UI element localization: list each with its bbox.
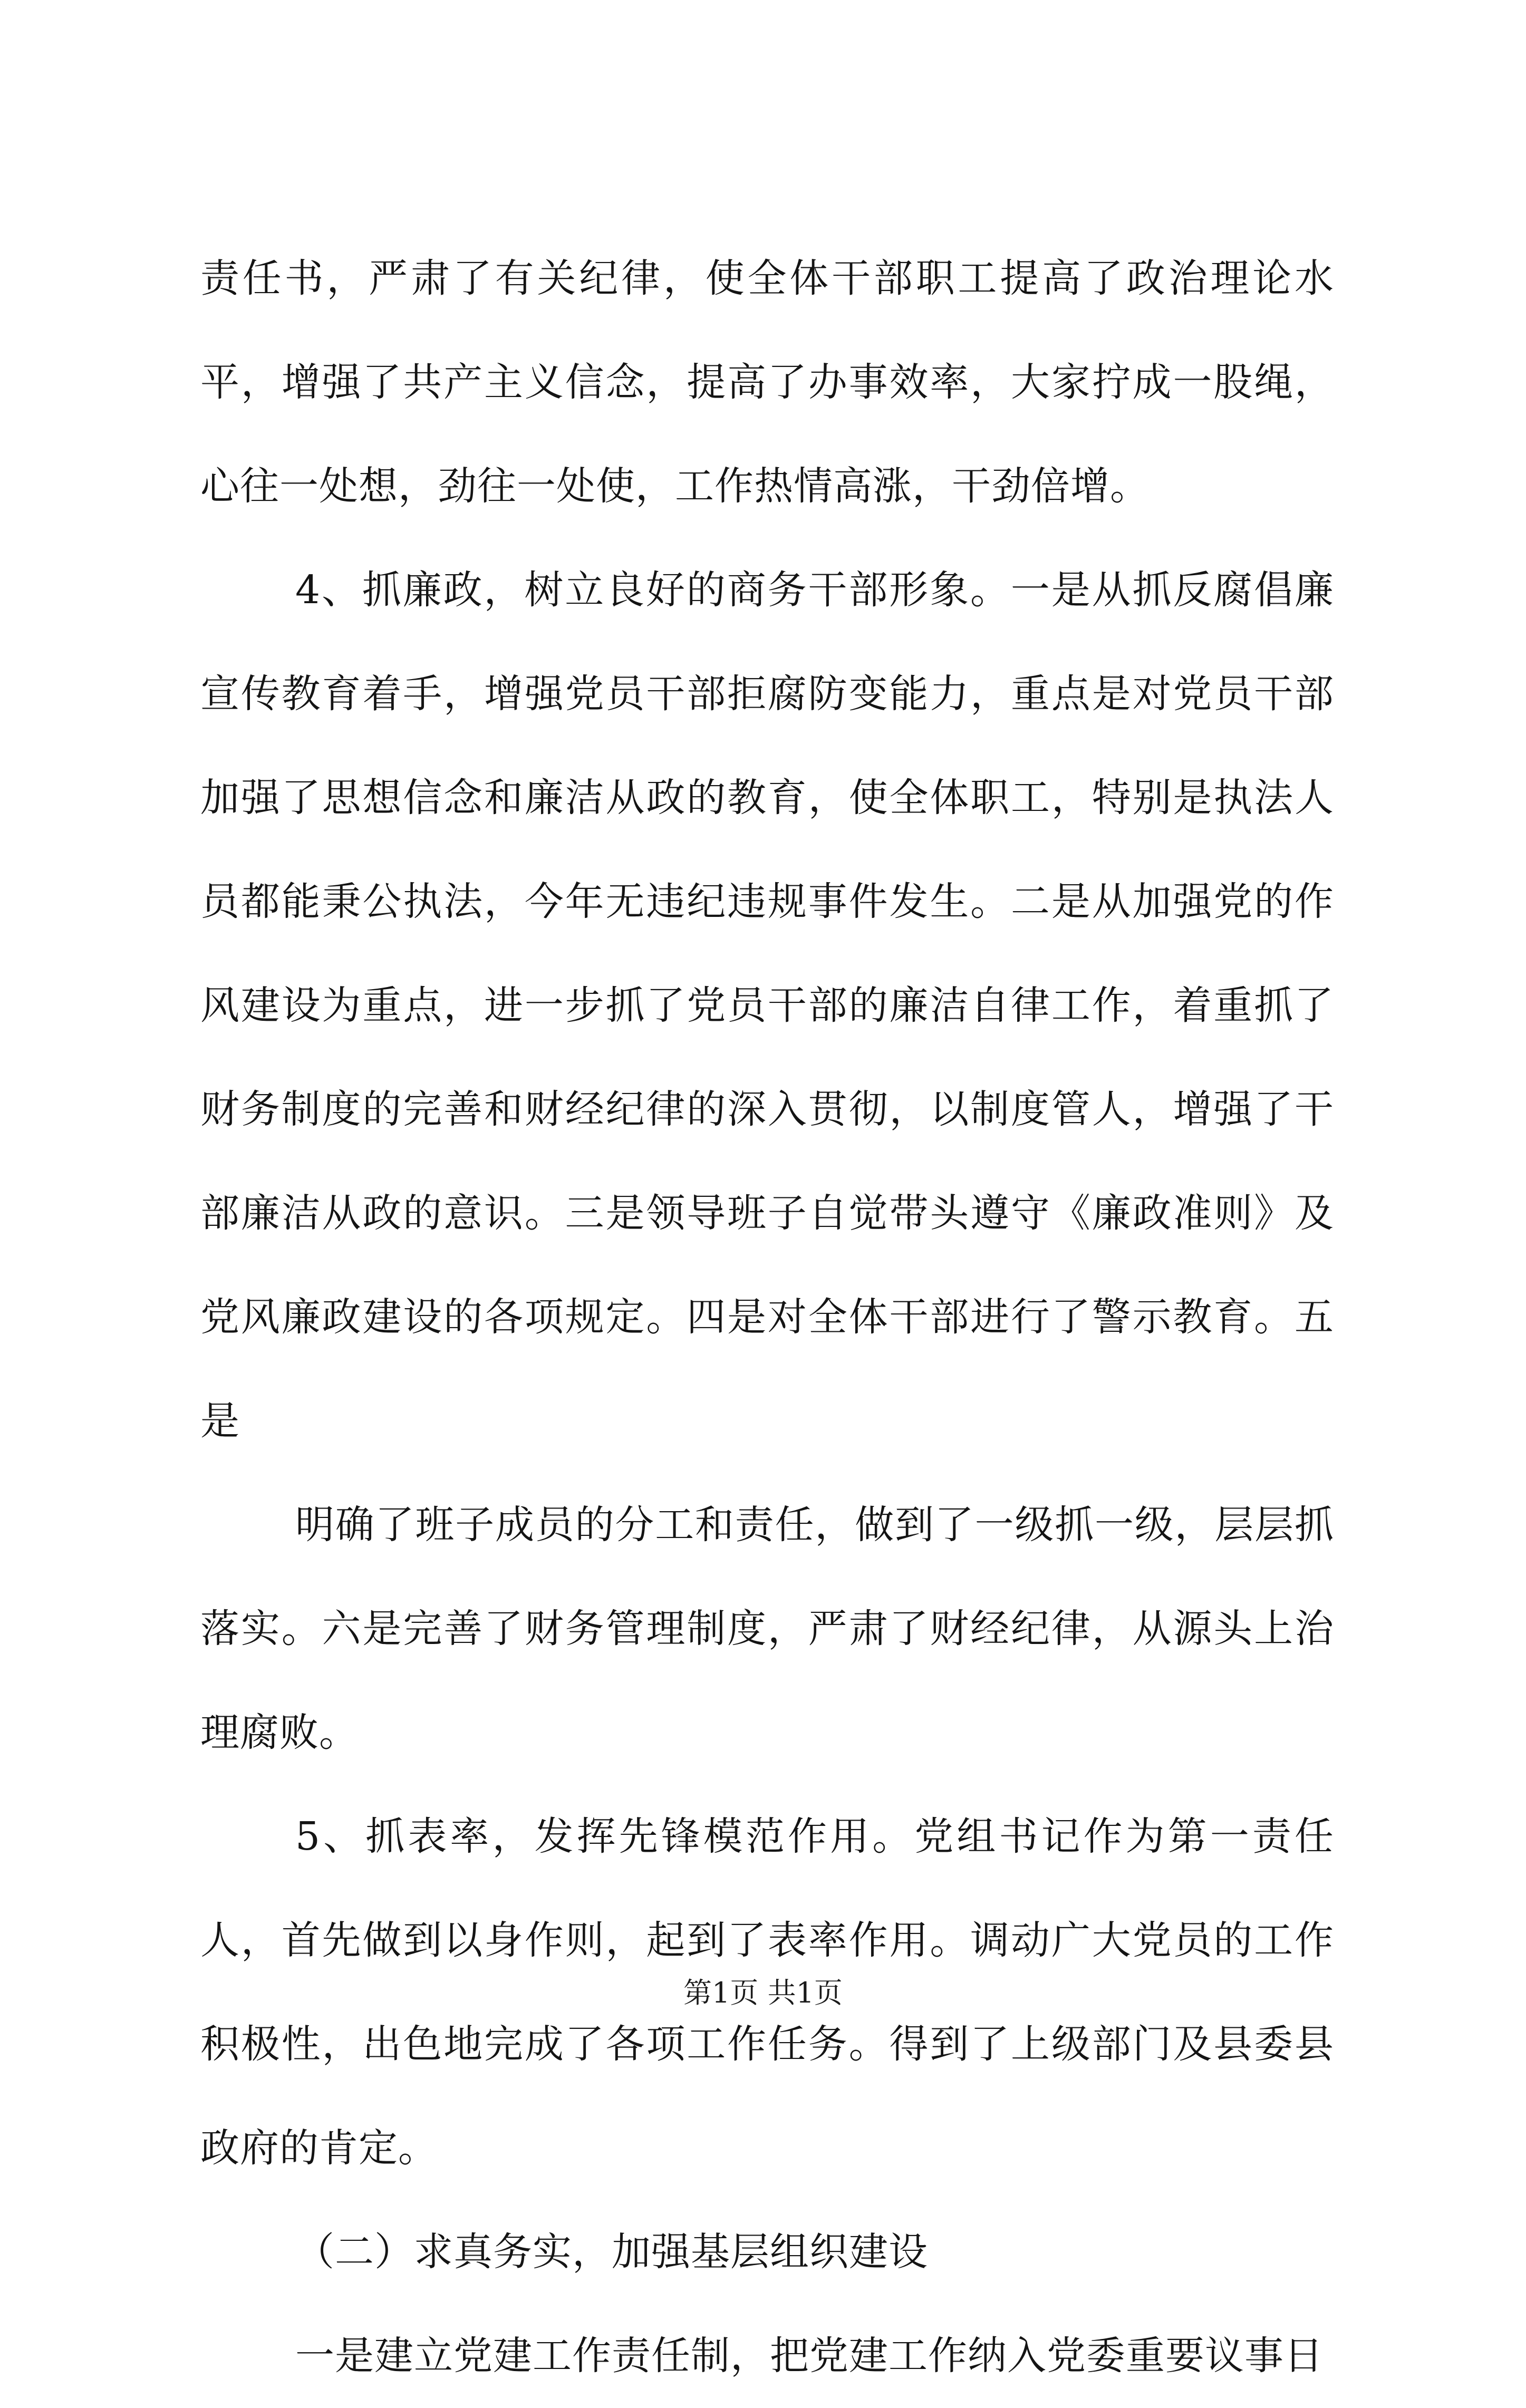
- section-heading: （二）求真务实，加强基层组织建设: [295, 2229, 928, 2275]
- paragraph-item-5: 5、抓表率，发挥先锋模范作用。党组书记作为第一责任人，首先做到以身作则，起到了表率作用。调动广大党员的工作积极性，出色地完成了各项工作任务。得到了上级部门及县委县政府的肯定。: [200, 1814, 1334, 2171]
- page-footer: 第1页 共1页: [683, 1976, 843, 2009]
- paragraph-section-start: 一是建立党建工作责任制，把党建工作纳入党委重要议事日: [295, 2333, 1324, 2378]
- paragraph-item-4: 4、抓廉政，树立良好的商务干部形象。一是从抓反腐倡廉宣传教育着手，增强党员干部拒腐防变能力，重点是对党员干部加强了思想信念和廉洁从政的教育，使全体职工，特别是执法人员都能秉公执法，今年无违纪违规事件发生。二是从加强党的作风建设为重点，进一步抓了党员干部的廉洁自律工作，着重抓了财务制度的完善和财经纪律的深入贯彻，以制度管人，增强了干部廉洁从政的意识。三是领导班子自觉带头遵守《廉政准则》及党风廉政建设的各项规定。四是对全体干部进行了警示教育。五是: [200, 567, 1334, 1444]
- paragraph-item-4-continued: 明确了班子成员的分工和责任，做到了一级抓一级，层层抓落实。六是完善了财务管理制度，严肃了财经纪律，从源头上治理腐败。: [200, 1502, 1334, 1755]
- paragraph-continuation: 责任书，严肃了有关纪律，使全体干部职工提高了政治理论水平，增强了共产主义信念，提高了办事效率，大家拧成一股绳，心往一处想，劲往一处使，工作热情高涨，干劲倍增。: [200, 256, 1334, 509]
- document-body: [200, 227, 1334, 2408]
